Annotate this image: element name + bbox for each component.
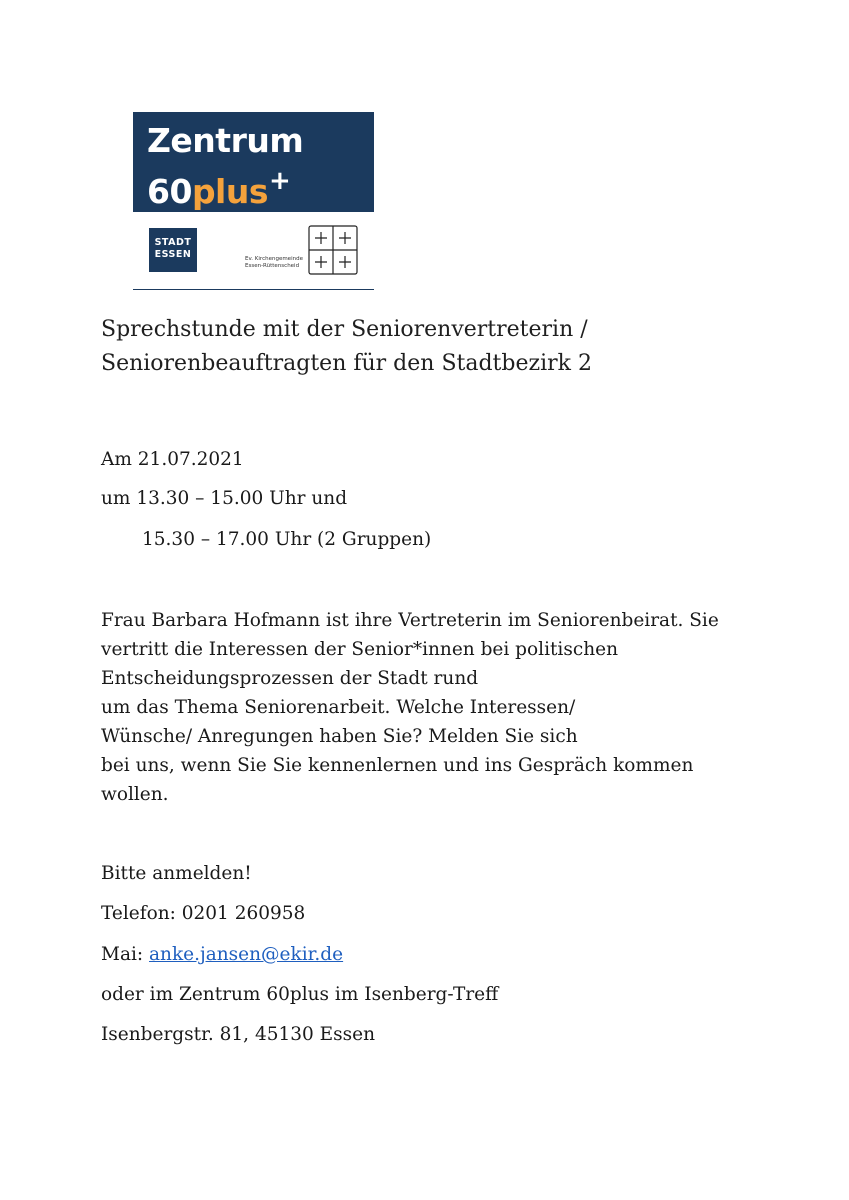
stadt-essen-badge — [149, 228, 197, 272]
church-name-line2: Essen-Rüttenscheid — [245, 263, 300, 269]
email-line — [101, 942, 343, 968]
description-line: Frau Barbara Hofmann ist ihre Vertreterin im Seniorenbeirat. Sie — [101, 610, 719, 631]
essen-label: ESSEN — [154, 249, 192, 260]
page-title — [101, 313, 781, 381]
description-line: Wünsche/ Anregungen haben Sie? Melden Sie sich — [101, 726, 578, 747]
logo-plus-word: plus — [191, 172, 269, 211]
description-paragraph — [101, 606, 781, 809]
location-note: oder im Zentrum 60plus im Isenberg-Treff — [101, 984, 499, 1005]
title-line1: Sprechstunde mit der Seniorenvertreterin / — [101, 317, 588, 342]
logo-number: 60 — [147, 172, 192, 211]
description-line: Entscheidungsprozessen der Stadt rund — [101, 668, 479, 689]
logo-title: Zentrum — [147, 121, 304, 160]
description-line: vertritt die Interessen der Senior*innen bei politischen — [101, 639, 618, 660]
zentrum-60plus-logo — [133, 112, 374, 290]
church-name-line1: Ev. Kirchengemeinde — [245, 256, 303, 262]
church-logo — [245, 224, 365, 280]
event-time-1: um 13.30 – 15.00 Uhr und — [101, 488, 348, 509]
logo-subtitle — [147, 162, 290, 211]
title-line2: Seniorenbeauftragten für den Stadtbezirk 2 — [101, 351, 592, 376]
email-label: Mai: — [101, 944, 150, 965]
phone-number: Telefon: 0201 260958 — [101, 903, 306, 924]
logo-partners — [133, 212, 374, 290]
stadt-label: STADT — [154, 237, 192, 248]
street-address: Isenbergstr. 81, 45130 Essen — [101, 1024, 376, 1045]
cross-emblem-icon — [307, 224, 359, 276]
church-name — [245, 256, 303, 270]
description-line: um das Thema Seniorenarbeit. Welche Interessen/ — [101, 697, 576, 718]
logo-banner — [133, 112, 374, 212]
description-line: wollen. — [101, 784, 169, 805]
registration-note: Bitte anmelden! — [101, 863, 252, 884]
event-date: Am 21.07.2021 — [101, 449, 244, 470]
email-link[interactable]: anke.jansen@ekir.de — [149, 944, 344, 965]
description-line: bei uns, wenn Sie Sie kennenlernen und ins Gespräch kommen — [101, 755, 694, 776]
event-time-2: 15.30 – 17.00 Uhr (2 Gruppen) — [142, 529, 432, 550]
logo-plus-sign: + — [269, 166, 291, 196]
